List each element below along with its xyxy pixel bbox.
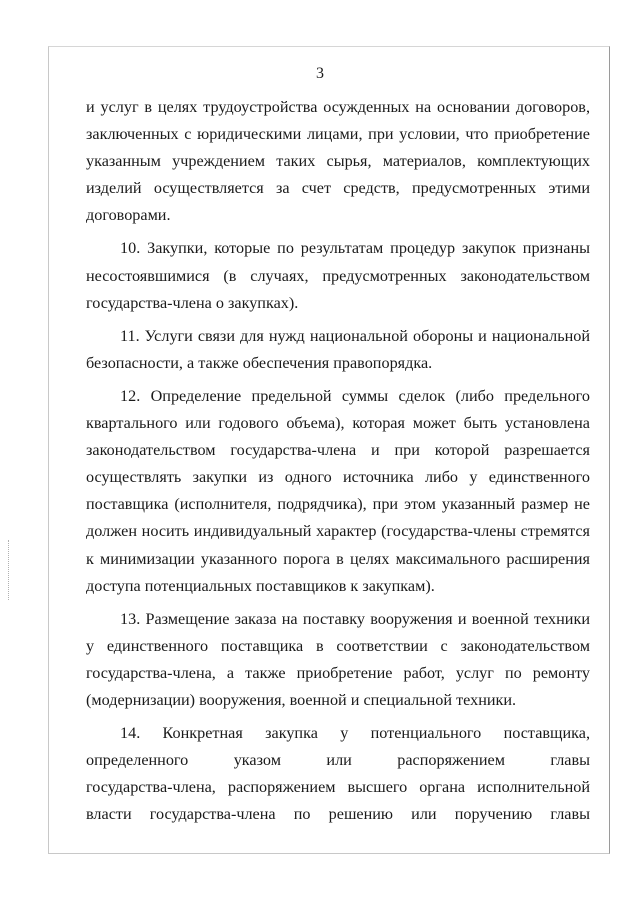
text-line: (модернизации) вооружения, военной и специальной техники. [86, 690, 517, 709]
text-line: 14. Конкретная закупка у потенциального поставщика, [120, 724, 590, 743]
paragraph-13 [86, 606, 590, 714]
text-line: 13. Размещение заказа на поставку вооружения и военной техники [120, 609, 590, 628]
text-line: определенного указом или распоряжением главы [86, 751, 590, 770]
paragraph-continuation [86, 94, 590, 229]
text-line: 12. Определение предельной суммы сделок (либо предельного [120, 386, 590, 405]
text-line: несостоявшимися (в случаях, предусмотренных законодательством [86, 266, 590, 285]
paragraph-14 [86, 720, 590, 828]
text-line: законодательством государства-члена и при которой разрешается [86, 441, 590, 460]
text-line: безопасности, а также обеспечения правопорядка. [86, 353, 433, 372]
text-line: власти государства-члена по решению или поручению главы [86, 805, 590, 824]
text-line: государства-члена о закупках). [86, 293, 299, 312]
text-line: указанным учреждением таких сырья, материалов, комплектующих [86, 152, 590, 171]
text-line: к минимизации указанного порога в целях максимального расширения [86, 549, 590, 568]
page-number: 3 [316, 65, 324, 82]
text-line: изделий осуществляется за счет средств, предусмотренных этими [86, 179, 590, 198]
document-body [86, 94, 590, 828]
text-line: доступа потенциальных поставщиков к закупкам). [86, 576, 435, 595]
text-line: 11. Услуги связи для нужд национальной обороны и национальной [120, 326, 590, 345]
text-line: поставщика (исполнителя, подрядчика), при этом указанный размер не [86, 495, 590, 514]
paragraph-11 [86, 323, 590, 377]
text-line: квартального или годового объема), которая может быть установлена [86, 414, 590, 433]
paragraph-12 [86, 383, 590, 600]
text-line: у единственного поставщика в соответствии с законодательством [86, 636, 590, 655]
text-line: должен носить индивидуальный характер (государства-члены стремятся [86, 522, 590, 541]
text-line: заключенных с юридическими лицами, при условии, что приобретение [86, 125, 590, 144]
text-line: государства-члена, распоряжением высшего органа исполнительной [86, 778, 590, 797]
scan-margin-mark [8, 540, 10, 600]
paragraph-10 [86, 235, 590, 316]
text-line: осуществлять закупки из одного источника либо у единственного [86, 468, 590, 487]
text-line: и услуг в целях трудоустройства осужденных на основании договоров, [86, 98, 590, 116]
text-line: 10. Закупки, которые по результатам процедур закупок признаны [120, 239, 590, 258]
text-line: государства-члена, а также приобретение работ, услуг по ремонту [86, 663, 590, 682]
text-line: договорами. [86, 206, 171, 225]
